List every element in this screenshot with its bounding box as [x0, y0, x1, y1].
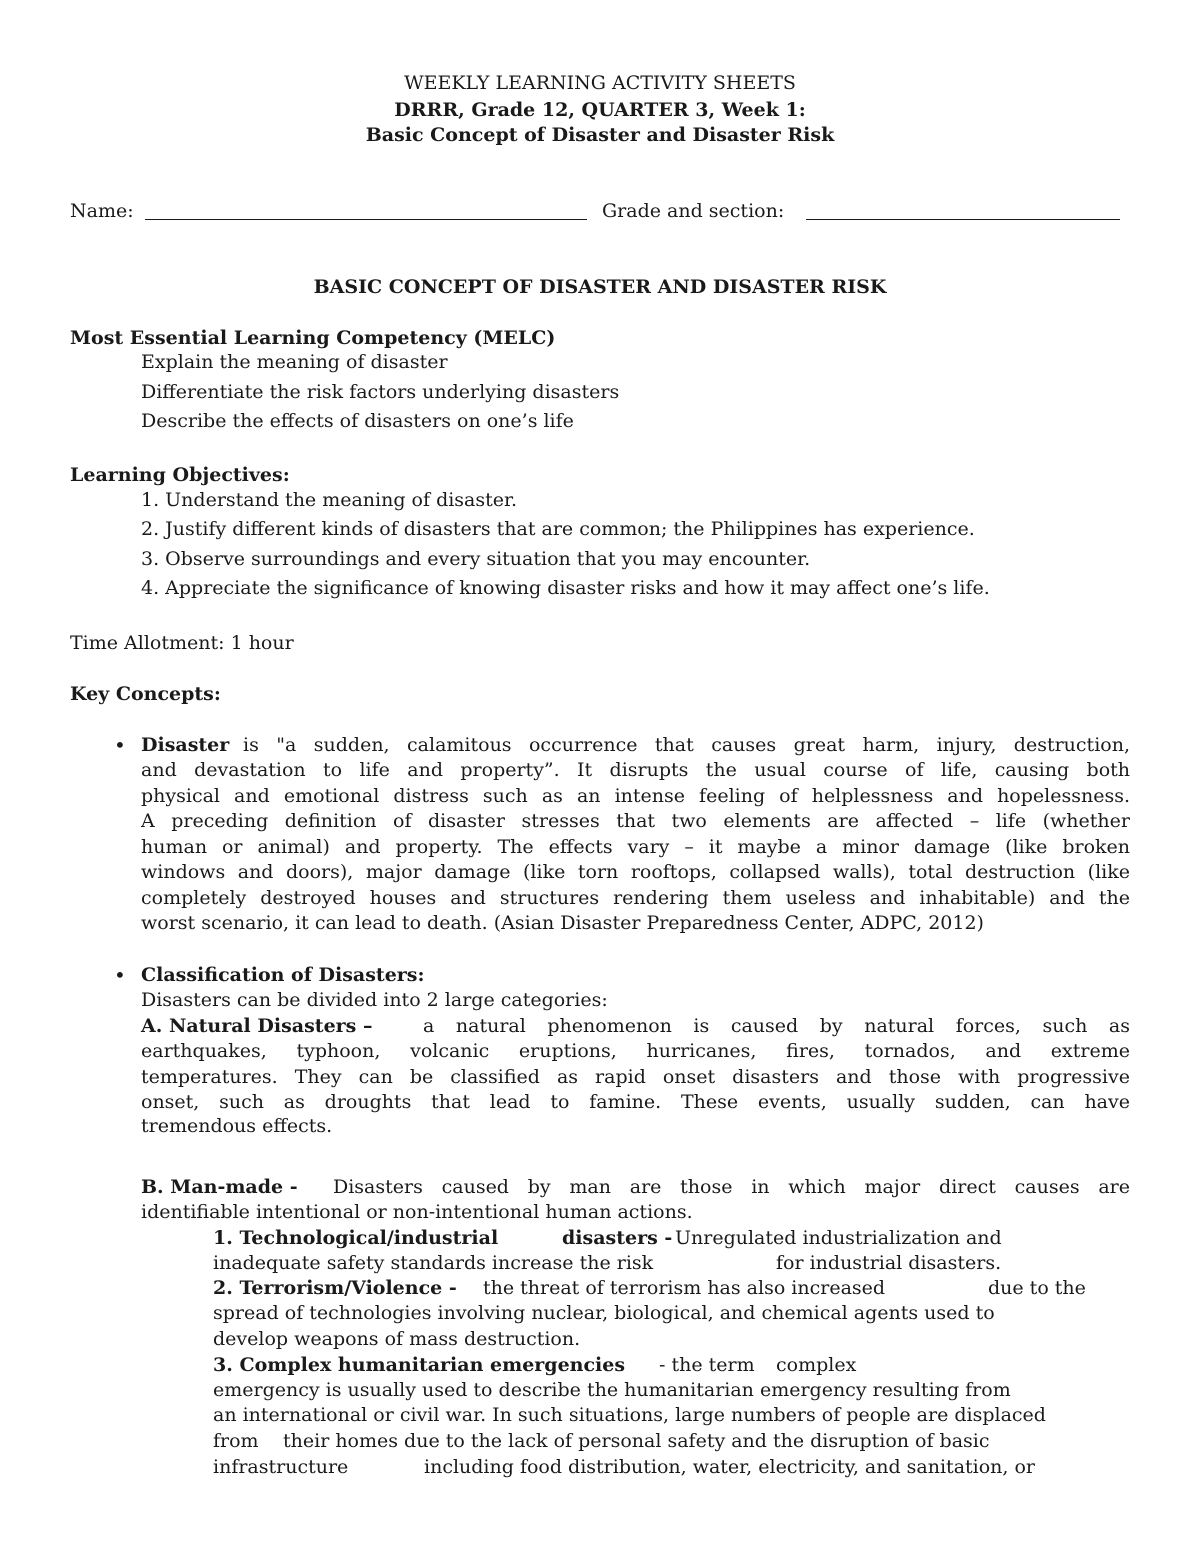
melc-heading: Most Essential Learning Competency (MELC): [70, 327, 556, 349]
sub2-line: develop weapons of mass destruction.: [213, 1328, 581, 1350]
disaster-term: Disaster: [141, 734, 230, 756]
grade-section-label: Grade and section:: [602, 200, 785, 222]
sub1-label: 1. Technological/industrial: [213, 1227, 499, 1249]
sub2-label: 2. Terrorism/Violence -: [213, 1277, 457, 1299]
natural-label: A. Natural Disasters –: [141, 1015, 373, 1037]
header-line1: WEEKLY LEARNING ACTIVITY SHEETS: [404, 72, 796, 94]
sub1-line: for industrial disasters.: [776, 1252, 1002, 1274]
disaster-line: worst scenario, it can lead to death. (Asian Disaster Preparedness Center, ADPC, 2012): [141, 912, 984, 934]
bullet-icon: •: [114, 963, 126, 987]
disaster-line: and devastation to life and property”. It disrupts the usual course of life, causing both: [141, 759, 1130, 781]
sub3-label: 3. Complex humanitarian emergencies: [213, 1354, 626, 1376]
header-line2: DRRR, Grade 12, QUARTER 3, Week 1:: [394, 99, 806, 121]
sub3-line: - the term: [659, 1354, 755, 1376]
objective-item: 3. Observe surroundings and every situation that you may encounter.: [141, 548, 811, 570]
classification-intro: Disasters can be divided into 2 large categories:: [141, 989, 608, 1011]
manmade-label: B. Man-made -: [141, 1176, 298, 1198]
name-field[interactable]: [145, 219, 587, 220]
objective-item: 4. Appreciate the significance of knowing disaster risks and how it may affect one’s life.: [141, 577, 990, 599]
sub3-line: from: [213, 1430, 259, 1452]
sub3-line: including food distribution, water, electricity, and sanitation, or: [424, 1456, 1036, 1478]
melc-item: Explain the meaning of disaster: [141, 351, 448, 373]
sub3-line: infrastructure: [213, 1456, 349, 1478]
natural-line: onset, such as droughts that lead to famine. These events, usually sudden, can have: [141, 1091, 1130, 1113]
manmade-line: identifiable intentional or non-intentional human actions.: [141, 1201, 693, 1223]
objectives-heading: Learning Objectives:: [70, 464, 290, 486]
manmade-line: Disasters caused by man are those in which major direct causes are: [333, 1176, 1130, 1198]
sub3-line: an international or civil war. In such situations, large numbers of people are displaced: [213, 1404, 1046, 1426]
name-label: Name:: [70, 200, 134, 222]
disaster-line: A preceding definition of disaster stresses that two elements are affected – life (whether: [141, 810, 1130, 832]
sub3-line: complex: [776, 1354, 857, 1376]
sub3-line: emergency is usually used to describe the humanitarian emergency resulting from: [213, 1379, 1011, 1401]
doc-title: BASIC CONCEPT OF DISASTER AND DISASTER RISK: [313, 276, 887, 298]
sub2-line: due to the: [988, 1277, 1086, 1299]
melc-item: Describe the effects of disasters on one’s life: [141, 410, 574, 432]
sub2-line: the threat of terrorism has also increased: [483, 1277, 886, 1299]
sub1-label-2: disasters -: [562, 1227, 673, 1249]
bullet-icon: •: [114, 733, 126, 757]
sub1-line: Unregulated industrialization and: [675, 1227, 1002, 1249]
sub3-line: their homes due to the lack of personal safety and the disruption of basic: [283, 1430, 990, 1452]
grade-section-field[interactable]: [806, 219, 1120, 220]
key-concepts-heading: Key Concepts:: [70, 683, 221, 705]
header-line3: Basic Concept of Disaster and Disaster Risk: [365, 124, 835, 146]
objective-item: 2. Justify different kinds of disasters that are common; the Philippines has experience.: [141, 518, 975, 540]
disaster-line: physical and emotional distress such as an intense feeling of helplessness and hopelessness.: [141, 785, 1130, 807]
disaster-line: windows and doors), major damage (like torn rooftops, collapsed walls), total destruction (like: [141, 861, 1130, 883]
objective-item: 1. Understand the meaning of disaster.: [141, 489, 518, 511]
time-allotment: Time Allotment: 1 hour: [70, 632, 294, 654]
natural-line: earthquakes, typhoon, volcanic eruptions, hurricanes, fires, tornados, and extreme: [141, 1040, 1130, 1062]
disaster-line: human or animal) and property. The effects vary – it maybe a minor damage (like broken: [141, 836, 1130, 858]
disaster-line: is "a sudden, calamitous occurrence that causes great harm, injury, destruction,: [243, 734, 1130, 756]
natural-line: temperatures. They can be classified as rapid onset disasters and those with progressive: [141, 1066, 1130, 1088]
disaster-line: completely destroyed houses and structures rendering them useless and inhabitable) and the: [141, 887, 1130, 909]
natural-line: a natural phenomenon is caused by natural forces, such as: [423, 1015, 1130, 1037]
sub1-line: inadequate safety standards increase the risk: [213, 1252, 654, 1274]
natural-line: tremendous effects.: [141, 1115, 333, 1137]
classification-heading: Classification of Disasters:: [141, 964, 425, 986]
sub2-line: spread of technologies involving nuclear, biological, and chemical agents used to: [213, 1302, 995, 1324]
melc-item: Differentiate the risk factors underlying disasters: [141, 381, 620, 403]
